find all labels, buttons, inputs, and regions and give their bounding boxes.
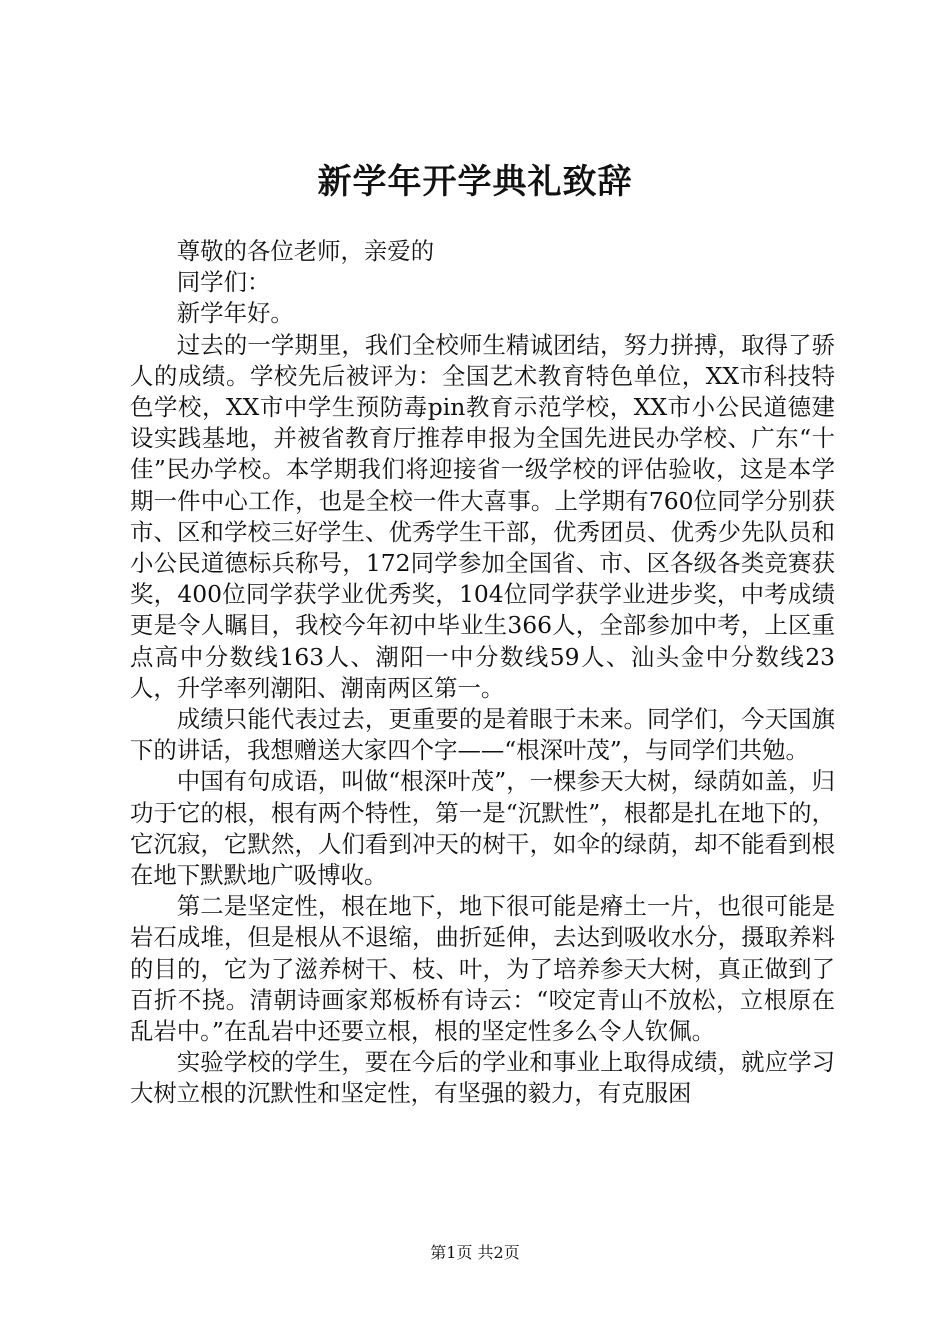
paragraph-students: 实验学校的学生，要在今后的学业和事业上取得成绩，就应学习大树立根的沉默性和坚定性，有坚强的毅力，有克服困 — [130, 1048, 835, 1108]
greeting-line-1: 尊敬的各位老师，亲爱的 — [176, 237, 435, 265]
paragraph-future: 成绩只能代表过去，更重要的是着眼于未来。同学们，今天国旗下的讲话，我想赠送大家四个字——“根深叶茂”，与同学们共勉。 — [130, 705, 835, 765]
paragraph-idiom: 中国有句成语，叫做“根深叶茂”，一棵参天大树，绿荫如盖，归功于它的根，根有两个特性，第一是“沉默性”，根都是扎在地下的，它沉寂，它默然，人们看到冲天的树干，如伞的绿荫，却不能看到根在地下默默地广吸博收。 — [130, 767, 835, 890]
document-title: 新学年开学典礼致辞 — [317, 162, 633, 202]
page-footer: 第1页 共2页 — [430, 1243, 520, 1262]
greeting-line-3: 新学年好。 — [176, 299, 294, 328]
document-body — [130, 236, 835, 1110]
paragraph-achievements: 过去的一学期里，我们全校师生精诚团结，努力拼搏，取得了骄人的成绩。学校先后被评为：全国艺术教育特色单位，XX市科技特色学校，XX市中学生预防毒pin教育示范学校，XX市小公民道德建设实践基地，并被省教育厅推荐申报为全国先进民办学校、广东“十佳”民办学校。本学期我们将迎接省一级学校的评估验收，这是本学期一件中心工作，也是全校一件大喜事。上学期有760位同学分别获市、区和学校三好学生、优秀学生干部，优秀团员、优秀少先队员和小公民道德标兵称号，172同学参加全国省、市、区各级各类竞赛获奖，400位同学获学业优秀奖，104位同学获学业进步奖，中考成绩更是令人瞩目，我校今年初中毕业生366人，全部参加中考，上区重点高中分数线163人、潮阳一中分数线59人、汕头金中分数线23人，升学率列潮阳、潮南两区第一。 — [130, 330, 835, 702]
greeting-line-2: 同学们： — [176, 268, 271, 297]
paragraph-firmness: 第二是坚定性，根在地下，地下很可能是瘠土一片，也很可能是岩石成堆，但是根从不退缩，曲折延伸，去达到吸收水分，摄取养料的目的，它为了滋养树干、枝、叶，为了培养参天大树，真正做到了百折不挠。清朝诗画家郑板桥有诗云：“咬定青山不放松，立根原在乱岩中。”在乱岩中还要立根，根的坚定性多么令人钦佩。 — [130, 892, 835, 1046]
